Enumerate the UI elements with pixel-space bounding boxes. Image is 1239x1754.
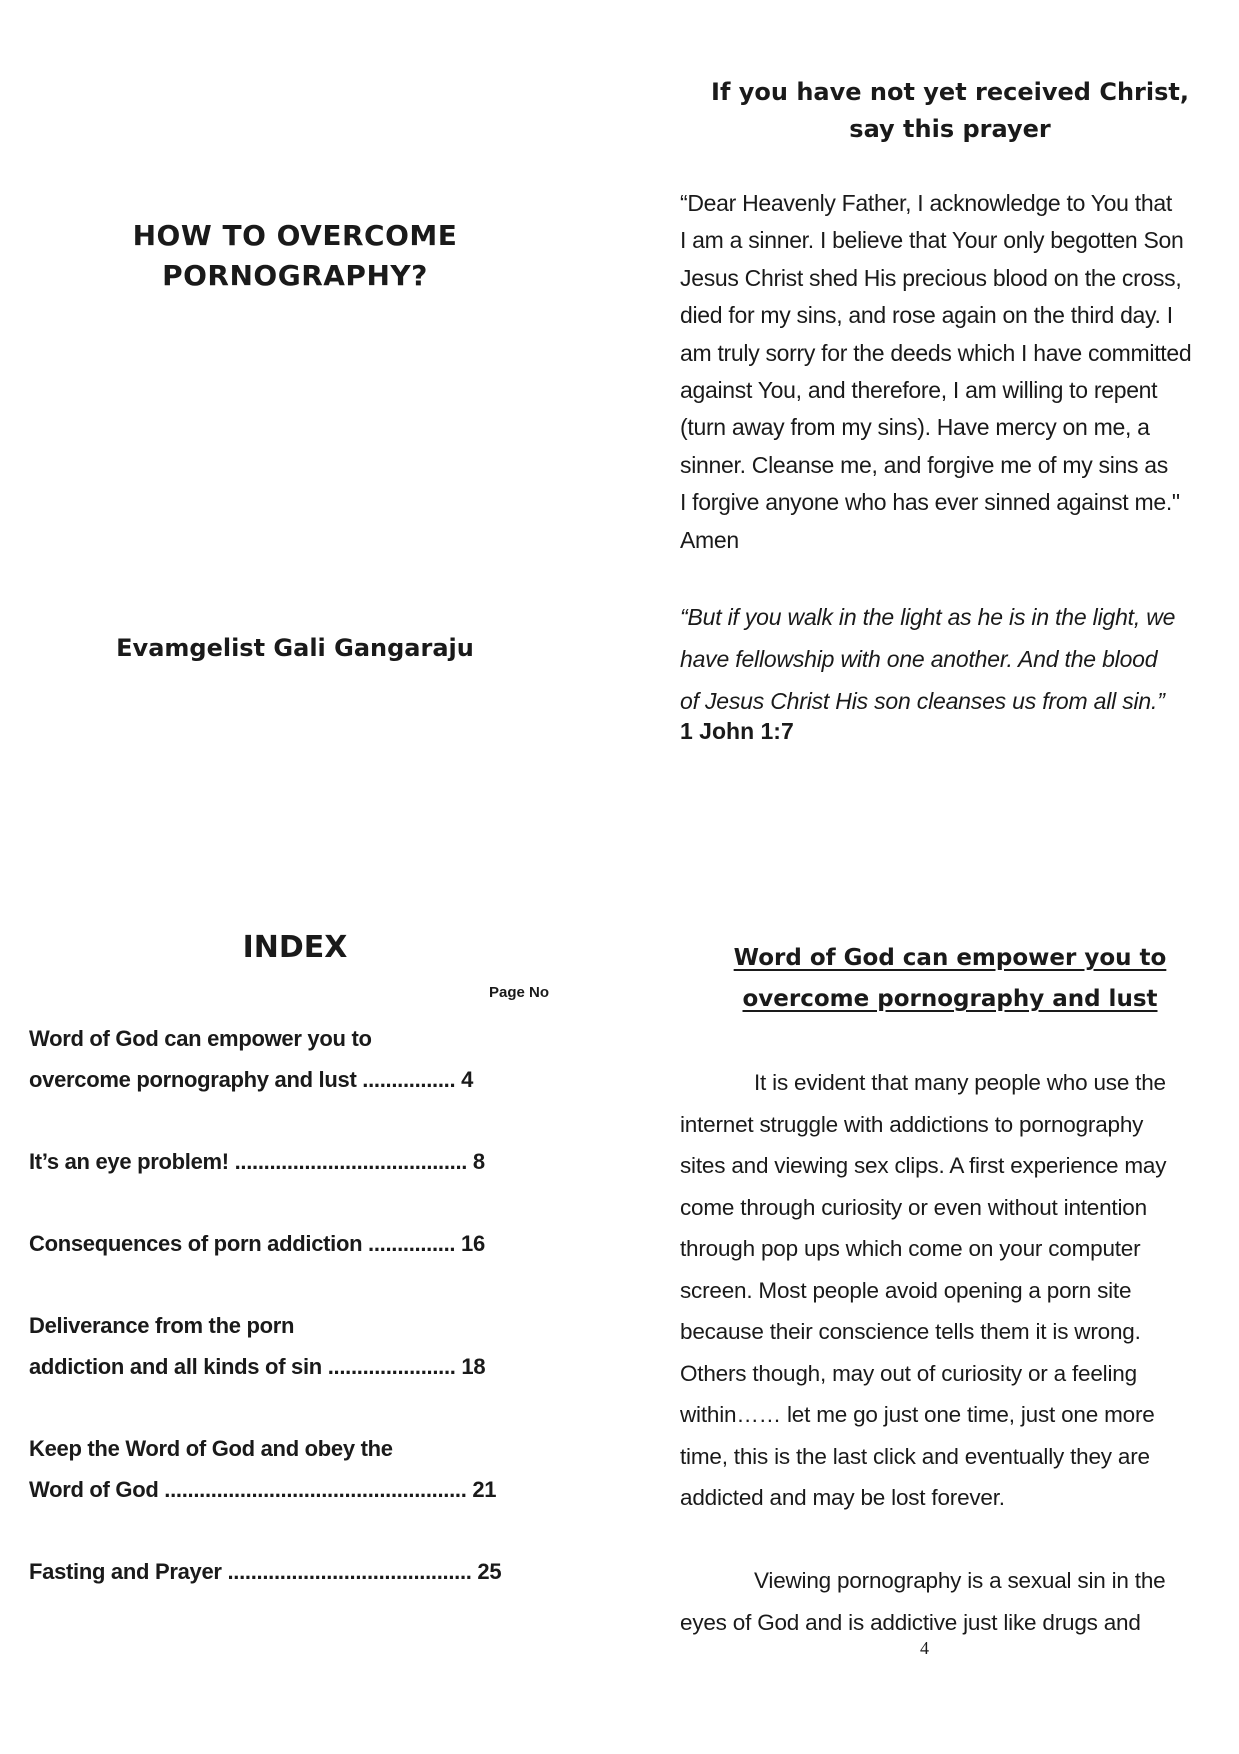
paragraph-line: come through curiosity or even without intention: [680, 1194, 1147, 1220]
prayer-heading-line-2: say this prayer: [849, 115, 1051, 143]
paragraph-line: screen. Most people avoid opening a porn site: [680, 1277, 1132, 1303]
toc-entry-line: Fasting and Prayer .......................................... 25: [29, 1559, 502, 1584]
prayer-line: am truly sorry for the deeds which I have committed: [680, 339, 1192, 366]
verse-line: “But if you walk in the light as he is in the light, we: [680, 604, 1176, 630]
cover-page: [0, 0, 590, 900]
toc-entry-line: Word of God can empower you to: [29, 1026, 372, 1051]
index-title: INDEX: [242, 930, 348, 965]
prayer-line: “Dear Heavenly Father, I acknowledge to You that: [680, 190, 1172, 216]
toc-entry[interactable]: [29, 1141, 539, 1182]
section-heading-line-1: Word of God can empower you to: [733, 945, 1167, 971]
prayer-line: against You, and therefore, I am willing to repent: [680, 377, 1158, 404]
toc-entry-line: Deliverance from the porn: [29, 1313, 295, 1338]
toc-entry-line: Word of God .................................................... 21: [29, 1477, 497, 1502]
toc-entry-line: Consequences of porn addiction ............... 16: [29, 1231, 485, 1256]
author-name: Evamgelist Gali Gangaraju: [116, 634, 474, 662]
toc-entry[interactable]: [29, 1305, 539, 1387]
toc-entry-line: It’s an eye problem! ........................................ 8: [29, 1149, 485, 1174]
verse-reference: 1 John 1:7: [680, 718, 794, 744]
book-title-line-2: PORNOGRAPHY?: [162, 259, 428, 292]
verse-line: of Jesus Christ His son cleanses us from all sin.”: [680, 688, 1165, 714]
prayer-line: died for my sins, and rose again on the third day. I: [680, 302, 1173, 329]
prayer-line: (turn away from my sins). Have mercy on me, a: [680, 414, 1150, 441]
toc-entry[interactable]: [29, 1428, 539, 1510]
verse-line: have fellowship with one another. And the blood: [680, 646, 1158, 672]
toc-entry[interactable]: [29, 1551, 539, 1592]
page-no-label: Page No: [489, 984, 550, 1001]
prayer-page: [620, 0, 1239, 900]
page-number: 4: [920, 1638, 929, 1658]
table-of-contents: [29, 1018, 539, 1633]
paragraph-line: addicted and may be lost forever.: [680, 1485, 1005, 1510]
section-page: [620, 900, 1239, 1754]
paragraph-line: Viewing pornography is a sexual sin in the: [754, 1568, 1166, 1593]
body-text: [680, 1062, 1208, 1643]
paragraph-line: It is evident that many people who use the: [754, 1070, 1166, 1095]
bible-verse: [680, 596, 1208, 722]
paragraph-line: Others though, may out of curiosity or a feeling: [680, 1360, 1137, 1386]
toc-entry-line: Keep the Word of God and obey the: [29, 1436, 393, 1461]
prayer-line: sinner. Cleanse me, and forgive me of my sins as: [680, 451, 1168, 478]
prayer-line: I forgive anyone who has ever sinned against me.": [680, 489, 1180, 516]
book-title-line-1: HOW TO OVERCOME: [132, 219, 458, 252]
prayer-line: I am a sinner. I believe that Your only begotten Son: [680, 227, 1184, 254]
toc-entry[interactable]: [29, 1018, 539, 1100]
paragraph-line: internet struggle with addictions to pornography: [680, 1111, 1144, 1137]
prayer-line: Jesus Christ shed His precious blood on the cross,: [680, 264, 1182, 291]
paragraph-line: time, this is the last click and eventually they are: [680, 1443, 1150, 1469]
prayer-heading-line-1: If you have not yet received Christ,: [711, 78, 1189, 106]
prayer-text: [680, 185, 1208, 559]
section-heading: [660, 938, 1239, 1020]
toc-entry-line: addiction and all kinds of sin ...................... 18: [29, 1354, 486, 1379]
paragraph-line: within…… let me go just one time, just one more: [680, 1402, 1155, 1427]
paragraph-line: eyes of God and is addictive just like drugs and: [680, 1609, 1141, 1635]
prayer-line: Amen: [680, 526, 739, 553]
index-page: [0, 900, 590, 1754]
paragraph-line: because their conscience tells them it is wrong.: [680, 1319, 1141, 1344]
prayer-heading: [660, 74, 1239, 148]
paragraph-line: sites and viewing sex clips. A first experience may: [680, 1153, 1167, 1178]
toc-entry[interactable]: [29, 1223, 539, 1264]
book-title: [60, 216, 530, 296]
paragraph-line: through pop ups which come on your computer: [680, 1236, 1141, 1261]
toc-entry-line: overcome pornography and lust ................ 4: [29, 1067, 474, 1092]
section-heading-line-2: overcome pornography and lust: [742, 986, 1158, 1012]
